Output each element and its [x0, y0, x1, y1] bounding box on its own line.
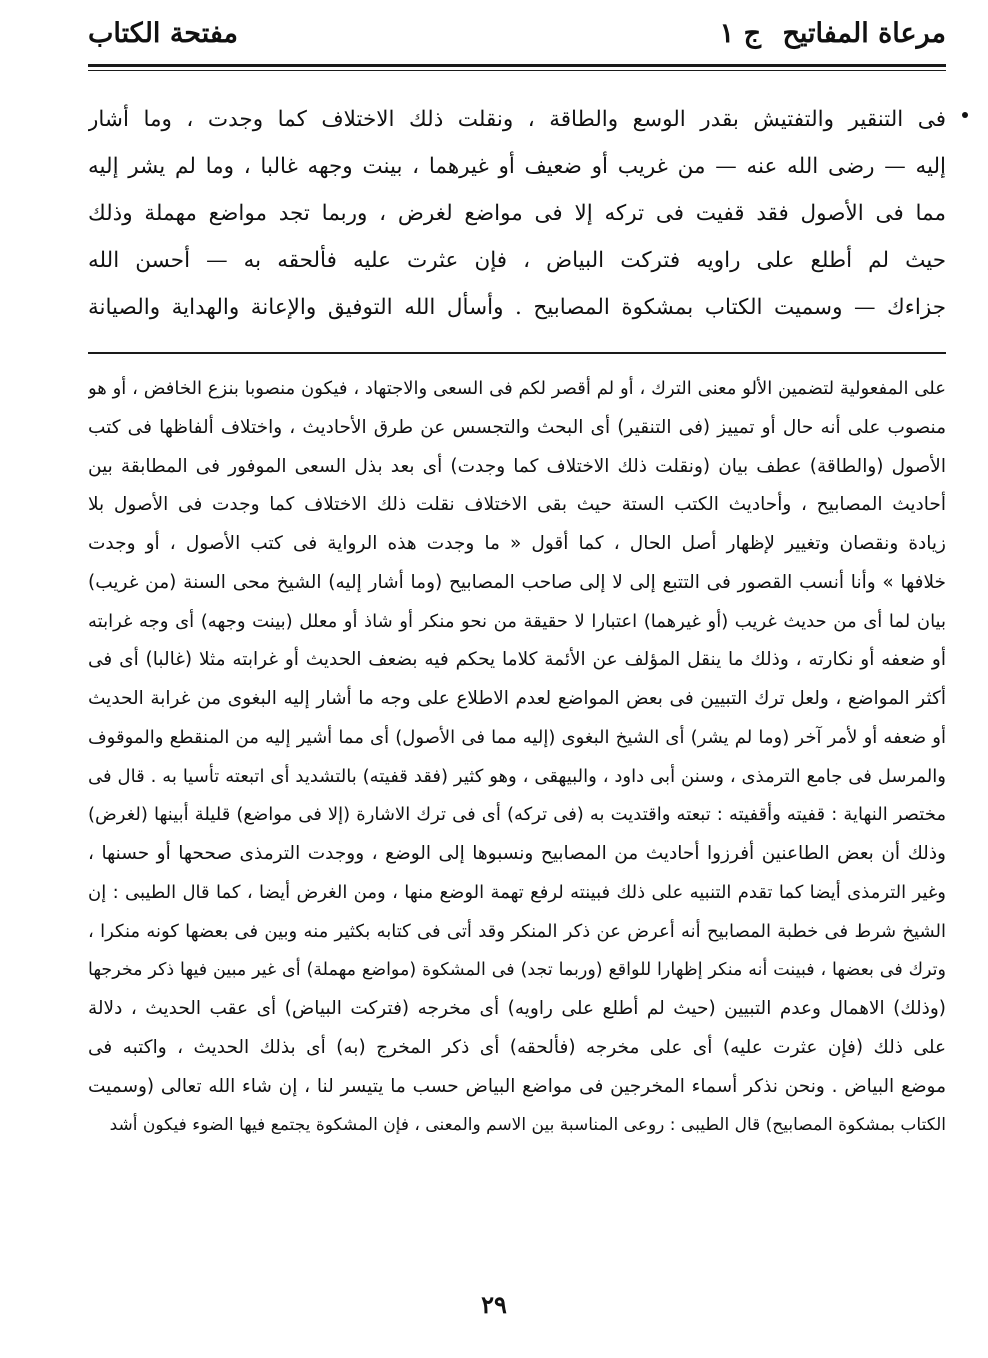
commentary-line: أو ضعفه أو نكارته ، وذلك ما ينقل المؤلف عن الأئمة كلاما يحكم فيه بضعف الحديث أو غرابته مثلا (غالبا) أى فى	[88, 649, 946, 671]
margin-dot	[962, 112, 968, 118]
main-text-line: فى التنقير والتفتيش بقدر الوسع والطاقة ، ونقلت ذلك الاختلاف كما وجدت ، وما أشار	[88, 107, 946, 132]
commentary-line: والمرسل فى جامع الترمذى ، وسنن أبى داود ، والبيهقى ، وهو كثير (فقد قفيته) بالتشديد أى اتبعته تأسيا به . قال فى	[88, 765, 946, 787]
commentary-line: أو ضعفه أو لأمر آخر (وما لم يشر) أى الشيخ البغوى (إليه مما فى الأصول) أى مما أشير إليه من المنقطع والموقوف	[88, 726, 946, 748]
commentary-line: وذلك أن بعض الطاعنين أفرزوا أحاديث من المصابيح ونسبوها إلى الوضع ، ووجدت الترمذى صححها أو حسنها ،	[88, 843, 946, 864]
commentary-line: على المفعولية لتضمين الألو معنى الترك ، أو لم أقصر لكم فى السعى والاجتهاد ، فيكون منصوبا بنزع الخافض ، أو هو	[88, 378, 946, 399]
commentary-line: وترك فى بعضها ، فبينت أنه منكر إظهارا للواقع (وربما تجد) فى المشكوة (مواضع مهملة) أى غير مبين فيها ذكر مخرجها	[88, 960, 946, 981]
page-header	[88, 18, 946, 66]
commentary-line: أحاديث المصابيح ، وأحاديث الكتب الستة حيث بقى الاختلاف نقلت ذلك الاختلاف كما وجدت فى الأصول بلا	[88, 494, 946, 516]
commentary-line: موضع البياض . ونحن نذكر أسماء المخرجين فى مواضع البياض حسب ما يتيسر لنا ، إن شاء الله تعالى (وسميت	[88, 1075, 946, 1097]
main-text-line: إليه — رضى الله عنه — من غريب أو ضعيف أو غيرهما ، بينت وجهه غالبا ، وما لم يشر إليه	[88, 154, 946, 179]
commentary-line: (وذلك) الاهمال وعدم التبيين (حيث لم أطلع على راويه) أى مخرجه (فتركت البياض) أى عقب الحديث ، دلالة	[88, 998, 946, 1019]
main-text-line: جزاءك — وسميت الكتاب بمشكوة المصابيح . وأسأل الله التوفيق والإعانة والهداية والصيانة	[88, 295, 946, 320]
main-text	[88, 96, 946, 331]
volume-label: ج ١	[719, 18, 762, 49]
header-rule-thick	[88, 64, 946, 67]
commentary-line: وغير الترمذى أيضا كما تقدم التنبيه على ذلك فبينته لرفع تهمة الوضع منها ، ومن الغرض أيضا ، كما قال الطيبى : إن	[88, 881, 946, 903]
commentary-line: على ذلك (فإن عثرت عليه) أى على مخرجه (فألحقه) أى ذكر المخرج (به) أى بذلك الحديث ، واكتبه فى	[88, 1036, 946, 1058]
commentary-line: أكثر المواضع ، ولعل ترك التبيين فى بعض المواضع لعدم الاطلاع على وجه ما أشار إليه البغوى من غرابة الحديث	[88, 688, 946, 709]
commentary-line: خلافها » وأنا أنسب القصور فى التتبع إلى لا إلى صاحب المصابيح (وما أشار إليه) الشيخ محى السنة (من غريب)	[88, 571, 946, 593]
commentary-text	[88, 370, 946, 1145]
page-number: ٢٩	[481, 1290, 507, 1319]
section-title: مفتحة الكتاب	[88, 18, 239, 49]
book-title: مرعاة المفاتيح	[782, 18, 946, 49]
commentary-line: بيان لما أى من حديث غريب (أو غيرهما) اعتبارا لا حقيقة من نحو منكر أو شاذ أو معلل (بينت وجهه) أى وجه غرابته	[88, 610, 946, 632]
commentary-line: منصوب على أنه حال أو تمييز (فى التنقير) أى البحث والتجسس عن طرق الأحاديث ، واختلاف ألفاظها فى كتب	[88, 416, 946, 438]
footnote-divider	[88, 352, 946, 354]
main-text-line: مما فى الأصول فقد قفيت فى تركه إلا فى مواضع لغرض ، وربما تجد مواضع مهملة وذلك	[88, 201, 946, 226]
commentary-line: الكتاب بمشكوة المصابيح) قال الطيبى : روعى المناسبة بين الاسم والمعنى ، فإن المشكوة يجتمع فيها الضوء فيكون أشد	[109, 1115, 946, 1136]
commentary-line: مختصر النهاية : قفيته وأقفيته : تبعته واقتديت به (فى تركه) أى فى ترك الاشارة (إلا فى مواضع) قليلة أبينها (لغرض)	[88, 804, 946, 826]
running-title	[708, 18, 946, 49]
main-text-line: حيث لم أطلع على راويه فتركت البياض ، فإن عثرت عليه فألحقه به — أحسن الله	[88, 248, 946, 273]
commentary-line: زيادة ونقصان وتغيير لإظهار أصل الحال ، كما أقول « ما وجدت هذه الرواية فى كتب الأصول ، أو وجدت	[88, 533, 946, 554]
commentary-line: الشيخ شرط فى خطبة المصابيح أنه أعرض عن ذكر المنكر وقد أتى فى كتابه بكثير منه وبين فى بعضها كونه منكرا ،	[88, 920, 946, 942]
header-rule-thin	[88, 70, 946, 71]
commentary-line: الأصول (والطاقة) عطف بيان (ونقلت ذلك الاختلاف كما وجدت) أى بعد بذل السعى الموفور فى المطابقة بين	[88, 455, 946, 477]
